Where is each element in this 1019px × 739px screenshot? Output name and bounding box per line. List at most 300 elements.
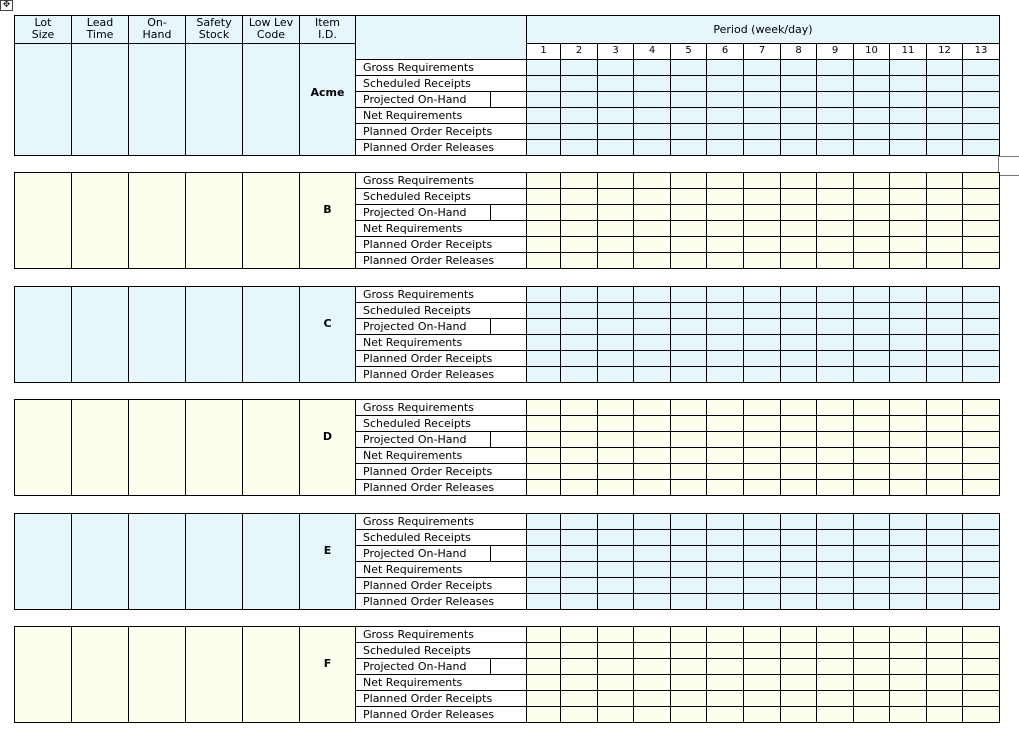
grid-cell[interactable]: [780, 139, 817, 156]
grid-cell[interactable]: [597, 658, 634, 675]
grid-cell[interactable]: [780, 236, 817, 253]
grid-cell[interactable]: [780, 107, 817, 124]
grid-cell[interactable]: [560, 318, 598, 335]
grid-cell[interactable]: [926, 463, 963, 480]
grid-cell[interactable]: [560, 529, 598, 546]
item-c-lot-size-cell[interactable]: [14, 286, 72, 383]
grid-cell[interactable]: [853, 236, 890, 253]
grid-cell[interactable]: [889, 286, 927, 303]
grid-cell[interactable]: [633, 674, 671, 691]
grid-cell[interactable]: [633, 252, 671, 269]
grid-cell[interactable]: [853, 479, 890, 496]
grid-cell[interactable]: [670, 286, 707, 303]
grid-cell[interactable]: [889, 431, 927, 448]
grid-cell[interactable]: [597, 75, 634, 92]
grid-cell[interactable]: [743, 107, 781, 124]
grid-cell[interactable]: [670, 415, 707, 432]
grid-cell[interactable]: [526, 366, 561, 383]
grid-cell[interactable]: [526, 252, 561, 269]
grid-cell[interactable]: [853, 75, 890, 92]
grid-cell[interactable]: [597, 59, 634, 76]
grid-cell[interactable]: [853, 123, 890, 140]
grid-cell[interactable]: [670, 626, 707, 643]
grid-cell[interactable]: [706, 366, 744, 383]
grid-cell[interactable]: [633, 334, 671, 351]
grid-cell[interactable]: [526, 139, 561, 156]
grid-cell[interactable]: [962, 415, 1000, 432]
grid-cell[interactable]: [743, 236, 781, 253]
grid-cell[interactable]: [926, 690, 963, 707]
grid-cell[interactable]: [526, 463, 561, 480]
grid-cell[interactable]: [526, 674, 561, 691]
grid-cell[interactable]: [633, 204, 671, 221]
grid-cell[interactable]: [526, 59, 561, 76]
grid-cell[interactable]: [560, 91, 598, 108]
grid-cell[interactable]: [853, 139, 890, 156]
grid-cell[interactable]: [670, 302, 707, 319]
grid-cell[interactable]: [526, 642, 561, 659]
grid-cell[interactable]: [926, 91, 963, 108]
grid-cell[interactable]: [560, 513, 598, 530]
grid-cell[interactable]: [889, 593, 927, 610]
grid-cell[interactable]: [633, 690, 671, 707]
grid-cell[interactable]: [780, 75, 817, 92]
grid-cell[interactable]: [706, 59, 744, 76]
grid-cell[interactable]: [706, 479, 744, 496]
grid-cell[interactable]: [889, 172, 927, 189]
grid-cell[interactable]: [926, 139, 963, 156]
grid-cell[interactable]: [706, 220, 744, 237]
grid-cell[interactable]: [926, 399, 963, 416]
grid-cell[interactable]: [670, 139, 707, 156]
grid-cell[interactable]: [633, 415, 671, 432]
grid-cell[interactable]: [743, 529, 781, 546]
grid-cell[interactable]: [526, 431, 561, 448]
grid-cell[interactable]: [853, 172, 890, 189]
grid-cell[interactable]: [597, 334, 634, 351]
grid-cell[interactable]: [633, 91, 671, 108]
grid-cell[interactable]: [926, 415, 963, 432]
grid-cell[interactable]: [597, 706, 634, 723]
grid-cell[interactable]: [597, 399, 634, 416]
grid-cell[interactable]: [597, 479, 634, 496]
item-c-low-level-code-cell[interactable]: [242, 286, 300, 383]
grid-cell[interactable]: [780, 545, 817, 562]
grid-cell[interactable]: [526, 286, 561, 303]
item-f-on-hand-cell[interactable]: [128, 626, 186, 723]
item-b-on-hand-cell[interactable]: [128, 172, 186, 269]
grid-cell[interactable]: [962, 334, 1000, 351]
item-e-on-hand-cell[interactable]: [128, 513, 186, 610]
grid-cell[interactable]: [633, 529, 671, 546]
grid-cell[interactable]: [670, 513, 707, 530]
grid-cell[interactable]: [670, 204, 707, 221]
grid-cell[interactable]: [780, 447, 817, 464]
grid-cell[interactable]: [962, 59, 1000, 76]
grid-cell[interactable]: [926, 123, 963, 140]
grid-cell[interactable]: [889, 642, 927, 659]
grid-cell[interactable]: [889, 334, 927, 351]
grid-cell[interactable]: [526, 626, 561, 643]
move-arrows-icon[interactable]: ✥: [0, 0, 13, 11]
grid-cell[interactable]: [670, 561, 707, 578]
grid-cell[interactable]: [597, 674, 634, 691]
grid-cell[interactable]: [743, 415, 781, 432]
grid-cell[interactable]: [962, 366, 1000, 383]
grid-cell[interactable]: [962, 139, 1000, 156]
grid-cell[interactable]: [743, 139, 781, 156]
grid-cell[interactable]: [670, 593, 707, 610]
grid-cell[interactable]: [743, 399, 781, 416]
grid-cell[interactable]: [889, 236, 927, 253]
grid-cell[interactable]: [633, 220, 671, 237]
grid-cell[interactable]: [560, 706, 598, 723]
grid-cell[interactable]: [816, 674, 854, 691]
grid-cell[interactable]: [526, 529, 561, 546]
grid-cell[interactable]: [560, 479, 598, 496]
grid-cell[interactable]: [853, 188, 890, 205]
grid-cell[interactable]: [526, 75, 561, 92]
grid-cell[interactable]: [962, 123, 1000, 140]
grid-cell[interactable]: [670, 236, 707, 253]
grid-cell[interactable]: [743, 642, 781, 659]
grid-cell[interactable]: [670, 366, 707, 383]
grid-cell[interactable]: [889, 139, 927, 156]
grid-cell[interactable]: [926, 350, 963, 367]
grid-cell[interactable]: [926, 706, 963, 723]
grid-cell[interactable]: [560, 302, 598, 319]
grid-cell[interactable]: [706, 577, 744, 594]
grid-cell[interactable]: [816, 204, 854, 221]
grid-cell[interactable]: [633, 302, 671, 319]
grid-cell[interactable]: [560, 626, 598, 643]
grid-cell[interactable]: [743, 302, 781, 319]
grid-cell[interactable]: [670, 350, 707, 367]
grid-cell[interactable]: [633, 447, 671, 464]
grid-cell[interactable]: [597, 139, 634, 156]
grid-cell[interactable]: [560, 690, 598, 707]
grid-cell[interactable]: [633, 172, 671, 189]
grid-cell[interactable]: [560, 431, 598, 448]
grid-cell[interactable]: [560, 252, 598, 269]
grid-cell[interactable]: [962, 706, 1000, 723]
grid-cell[interactable]: [743, 545, 781, 562]
grid-cell[interactable]: [560, 204, 598, 221]
grid-cell[interactable]: [706, 286, 744, 303]
grid-cell[interactable]: [962, 302, 1000, 319]
grid-cell[interactable]: [853, 577, 890, 594]
grid-cell[interactable]: [780, 399, 817, 416]
grid-cell[interactable]: [780, 479, 817, 496]
grid-cell[interactable]: [706, 252, 744, 269]
grid-cell[interactable]: [816, 561, 854, 578]
item-e-lot-size-cell[interactable]: [14, 513, 72, 610]
grid-cell[interactable]: [743, 513, 781, 530]
grid-cell[interactable]: [743, 204, 781, 221]
grid-cell[interactable]: [743, 463, 781, 480]
grid-cell[interactable]: [670, 220, 707, 237]
grid-cell[interactable]: [670, 447, 707, 464]
grid-cell[interactable]: [560, 447, 598, 464]
grid-cell[interactable]: [633, 431, 671, 448]
grid-cell[interactable]: [526, 188, 561, 205]
grid-cell[interactable]: [526, 513, 561, 530]
grid-cell[interactable]: [816, 107, 854, 124]
grid-cell[interactable]: [706, 447, 744, 464]
grid-cell[interactable]: [962, 431, 1000, 448]
grid-cell[interactable]: [560, 220, 598, 237]
grid-cell[interactable]: [926, 59, 963, 76]
grid-cell[interactable]: [597, 626, 634, 643]
grid-cell[interactable]: [853, 334, 890, 351]
grid-cell[interactable]: [633, 75, 671, 92]
grid-cell[interactable]: [526, 220, 561, 237]
grid-cell[interactable]: [780, 658, 817, 675]
grid-cell[interactable]: [962, 674, 1000, 691]
grid-cell[interactable]: [560, 658, 598, 675]
grid-cell[interactable]: [706, 236, 744, 253]
grid-cell[interactable]: [889, 561, 927, 578]
grid-cell[interactable]: [780, 690, 817, 707]
grid-cell[interactable]: [670, 107, 707, 124]
grid-cell[interactable]: [889, 479, 927, 496]
grid-cell[interactable]: [816, 123, 854, 140]
grid-cell[interactable]: [780, 334, 817, 351]
grid-cell[interactable]: [962, 107, 1000, 124]
grid-cell[interactable]: [597, 642, 634, 659]
grid-cell[interactable]: [633, 139, 671, 156]
grid-cell[interactable]: [597, 463, 634, 480]
grid-cell[interactable]: [780, 286, 817, 303]
grid-cell[interactable]: [597, 577, 634, 594]
grid-cell[interactable]: [853, 107, 890, 124]
grid-cell[interactable]: [962, 690, 1000, 707]
grid-cell[interactable]: [780, 91, 817, 108]
grid-cell[interactable]: [560, 561, 598, 578]
grid-cell[interactable]: [743, 626, 781, 643]
grid-cell[interactable]: [853, 220, 890, 237]
grid-cell[interactable]: [706, 642, 744, 659]
grid-cell[interactable]: [743, 577, 781, 594]
grid-cell[interactable]: [743, 706, 781, 723]
grid-cell[interactable]: [560, 415, 598, 432]
grid-cell[interactable]: [633, 545, 671, 562]
item-d-low-level-code-cell[interactable]: [242, 399, 300, 496]
grid-cell[interactable]: [780, 706, 817, 723]
grid-cell[interactable]: [853, 431, 890, 448]
grid-cell[interactable]: [560, 399, 598, 416]
grid-cell[interactable]: [670, 479, 707, 496]
grid-cell[interactable]: [889, 204, 927, 221]
grid-cell[interactable]: [889, 220, 927, 237]
grid-cell[interactable]: [743, 561, 781, 578]
grid-cell[interactable]: [962, 286, 1000, 303]
grid-cell[interactable]: [926, 447, 963, 464]
grid-cell[interactable]: [526, 577, 561, 594]
grid-cell[interactable]: [926, 286, 963, 303]
grid-cell[interactable]: [633, 577, 671, 594]
grid-cell[interactable]: [962, 626, 1000, 643]
grid-cell[interactable]: [633, 463, 671, 480]
grid-cell[interactable]: [889, 123, 927, 140]
grid-cell[interactable]: [743, 123, 781, 140]
grid-cell[interactable]: [560, 350, 598, 367]
grid-cell[interactable]: [526, 236, 561, 253]
grid-cell[interactable]: [670, 59, 707, 76]
item-d-on-hand-cell[interactable]: [128, 399, 186, 496]
grid-cell[interactable]: [780, 577, 817, 594]
grid-cell[interactable]: [633, 59, 671, 76]
grid-cell[interactable]: [853, 674, 890, 691]
grid-cell[interactable]: [597, 302, 634, 319]
grid-cell[interactable]: [560, 674, 598, 691]
grid-cell[interactable]: [526, 399, 561, 416]
grid-cell[interactable]: [633, 236, 671, 253]
grid-cell[interactable]: [926, 674, 963, 691]
grid-cell[interactable]: [526, 706, 561, 723]
grid-cell[interactable]: [816, 690, 854, 707]
grid-cell[interactable]: [597, 252, 634, 269]
grid-cell[interactable]: [633, 350, 671, 367]
grid-cell[interactable]: [889, 399, 927, 416]
grid-cell[interactable]: [853, 642, 890, 659]
grid-cell[interactable]: [706, 674, 744, 691]
grid-cell[interactable]: [780, 642, 817, 659]
grid-cell[interactable]: [597, 593, 634, 610]
grid-cell[interactable]: [597, 286, 634, 303]
grid-cell[interactable]: [706, 626, 744, 643]
grid-cell[interactable]: [926, 252, 963, 269]
grid-cell[interactable]: [743, 252, 781, 269]
grid-cell[interactable]: [853, 302, 890, 319]
grid-cell[interactable]: [743, 690, 781, 707]
grid-cell[interactable]: [853, 252, 890, 269]
grid-cell[interactable]: [706, 350, 744, 367]
grid-cell[interactable]: [597, 350, 634, 367]
grid-cell[interactable]: [816, 399, 854, 416]
grid-cell[interactable]: [889, 447, 927, 464]
grid-cell[interactable]: [597, 318, 634, 335]
grid-cell[interactable]: [926, 107, 963, 124]
grid-cell[interactable]: [780, 220, 817, 237]
grid-cell[interactable]: [780, 59, 817, 76]
grid-cell[interactable]: [816, 318, 854, 335]
grid-cell[interactable]: [889, 529, 927, 546]
grid-cell[interactable]: [633, 658, 671, 675]
grid-cell[interactable]: [526, 479, 561, 496]
grid-cell[interactable]: [633, 107, 671, 124]
grid-cell[interactable]: [962, 479, 1000, 496]
grid-cell[interactable]: [962, 513, 1000, 530]
grid-cell[interactable]: [889, 513, 927, 530]
grid-cell[interactable]: [816, 706, 854, 723]
grid-cell[interactable]: [926, 75, 963, 92]
grid-cell[interactable]: [597, 366, 634, 383]
grid-cell[interactable]: [706, 399, 744, 416]
grid-cell[interactable]: [526, 415, 561, 432]
grid-cell[interactable]: [743, 286, 781, 303]
grid-cell[interactable]: [962, 220, 1000, 237]
grid-cell[interactable]: [853, 545, 890, 562]
grid-cell[interactable]: [962, 577, 1000, 594]
grid-cell[interactable]: [560, 593, 598, 610]
grid-cell[interactable]: [962, 236, 1000, 253]
grid-cell[interactable]: [706, 91, 744, 108]
grid-cell[interactable]: [816, 139, 854, 156]
grid-cell[interactable]: [962, 593, 1000, 610]
grid-cell[interactable]: [962, 529, 1000, 546]
grid-cell[interactable]: [962, 545, 1000, 562]
grid-cell[interactable]: [670, 658, 707, 675]
grid-cell[interactable]: [743, 674, 781, 691]
grid-cell[interactable]: [706, 706, 744, 723]
grid-cell[interactable]: [926, 561, 963, 578]
grid-cell[interactable]: [597, 690, 634, 707]
grid-cell[interactable]: [816, 577, 854, 594]
grid-cell[interactable]: [526, 334, 561, 351]
grid-cell[interactable]: [816, 513, 854, 530]
grid-cell[interactable]: [780, 204, 817, 221]
grid-cell[interactable]: [926, 577, 963, 594]
grid-cell[interactable]: [816, 172, 854, 189]
grid-cell[interactable]: [670, 75, 707, 92]
grid-cell[interactable]: [743, 188, 781, 205]
item-f-lead-time-cell[interactable]: [71, 626, 129, 723]
grid-cell[interactable]: [780, 302, 817, 319]
grid-cell[interactable]: [853, 286, 890, 303]
grid-cell[interactable]: [597, 431, 634, 448]
grid-cell[interactable]: [780, 318, 817, 335]
grid-cell[interactable]: [706, 561, 744, 578]
grid-cell[interactable]: [889, 252, 927, 269]
grid-cell[interactable]: [597, 91, 634, 108]
grid-cell[interactable]: [560, 642, 598, 659]
item-acme-low-level-code-cell[interactable]: [242, 43, 300, 156]
grid-cell[interactable]: [816, 220, 854, 237]
grid-cell[interactable]: [526, 593, 561, 610]
grid-cell[interactable]: [926, 593, 963, 610]
grid-cell[interactable]: [560, 188, 598, 205]
grid-cell[interactable]: [780, 123, 817, 140]
grid-cell[interactable]: [780, 674, 817, 691]
grid-cell[interactable]: [926, 545, 963, 562]
grid-cell[interactable]: [853, 529, 890, 546]
grid-cell[interactable]: [889, 545, 927, 562]
grid-cell[interactable]: [597, 513, 634, 530]
item-c-safety-stock-cell[interactable]: [185, 286, 243, 383]
grid-cell[interactable]: [962, 91, 1000, 108]
grid-cell[interactable]: [816, 529, 854, 546]
grid-cell[interactable]: [706, 545, 744, 562]
grid-cell[interactable]: [526, 172, 561, 189]
grid-cell[interactable]: [597, 220, 634, 237]
grid-cell[interactable]: [780, 188, 817, 205]
item-f-safety-stock-cell[interactable]: [185, 626, 243, 723]
grid-cell[interactable]: [706, 431, 744, 448]
grid-cell[interactable]: [816, 366, 854, 383]
grid-cell[interactable]: [926, 188, 963, 205]
grid-cell[interactable]: [853, 658, 890, 675]
grid-cell[interactable]: [780, 172, 817, 189]
item-c-lead-time-cell[interactable]: [71, 286, 129, 383]
grid-cell[interactable]: [816, 447, 854, 464]
grid-cell[interactable]: [926, 626, 963, 643]
grid-cell[interactable]: [633, 123, 671, 140]
grid-cell[interactable]: [816, 593, 854, 610]
grid-cell[interactable]: [670, 642, 707, 659]
grid-cell[interactable]: [780, 513, 817, 530]
grid-cell[interactable]: [670, 399, 707, 416]
